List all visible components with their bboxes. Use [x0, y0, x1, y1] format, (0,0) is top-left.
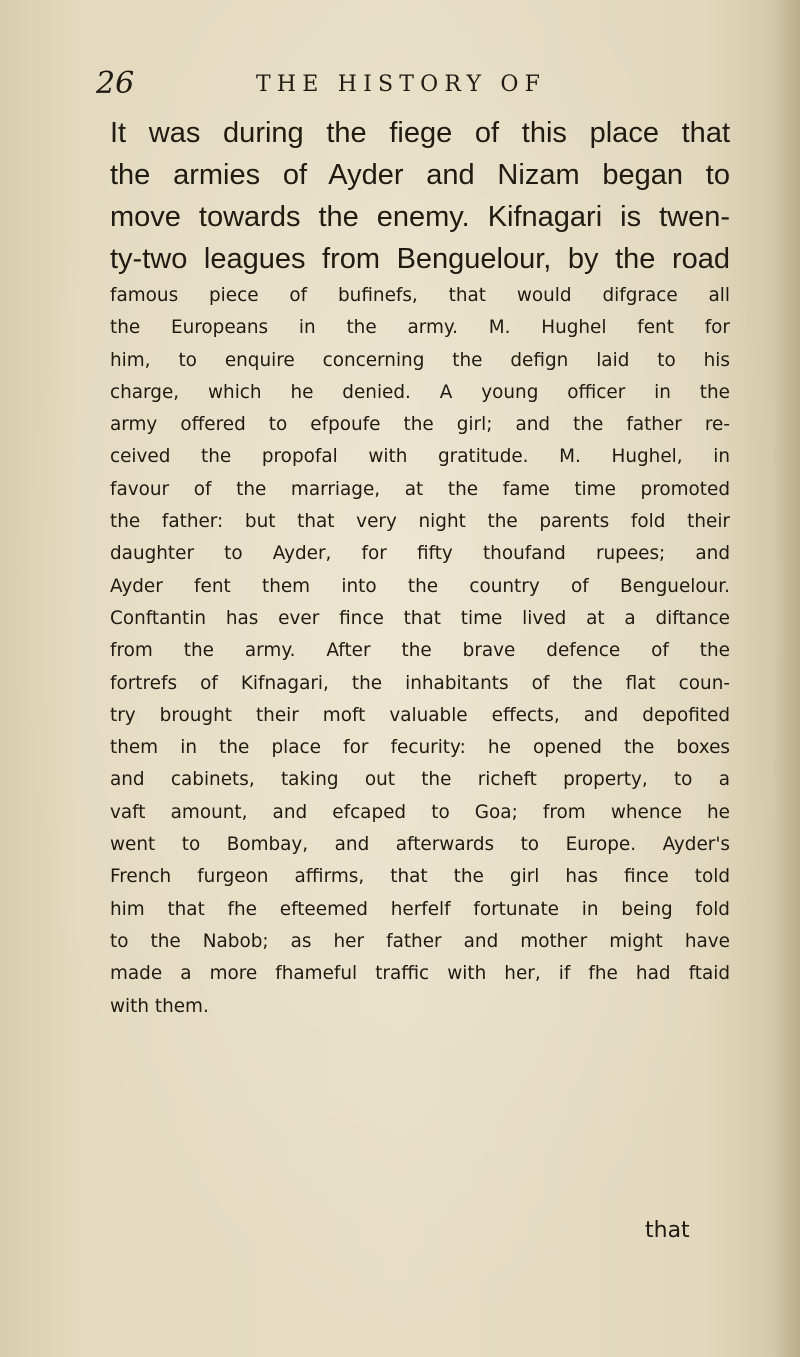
- lead-line: ty-two leagues from Benguelour, by the road: [110, 243, 730, 275]
- body-line: army offered to efpoufe the girl; and the father re-: [110, 414, 730, 436]
- body-line: the Europeans in the army. M. Hughel fent for: [110, 317, 730, 339]
- body-line: made a more fhameful traffic with her, if fhe had ftaid: [110, 963, 730, 985]
- body-line: try brought their moft valuable effects, and depofited: [110, 704, 730, 726]
- body-line: fortrefs of Kifnagari, the inhabitants of the flat coun-: [110, 672, 730, 694]
- catchword: that: [645, 1218, 690, 1243]
- body-line: charge, which he denied. A young officer in the: [110, 381, 730, 403]
- body-line: the father: but that very night the parents fold their: [110, 511, 730, 533]
- lead-line: It was during the fiege of this place that: [110, 117, 730, 149]
- lead-line: the armies of Ayder and Nizam began to: [110, 159, 730, 191]
- running-head: [96, 66, 736, 110]
- body-paragraph: [110, 280, 730, 1023]
- lead-paragraph: [110, 112, 730, 280]
- body-line: him, to enquire concerning the defign laid to his: [110, 349, 730, 371]
- body-line: went to Bombay, and afterwards to Europe. Ayder's: [110, 834, 730, 856]
- body-line: them in the place for fecurity: he opened the boxes: [110, 737, 730, 759]
- body-line-last: with them.: [110, 995, 209, 1017]
- body-line: daughter to Ayder, for fifty thoufand rupees; and: [110, 543, 730, 565]
- lead-line: move towards the enemy. Kifnagari is twen-: [110, 201, 730, 233]
- body-line: French furgeon affirms, that the girl has fince told: [110, 866, 730, 888]
- body-line: from the army. After the brave defence of the: [110, 640, 730, 662]
- body-line: vaft amount, and efcaped to Goa; from whence he: [110, 801, 730, 823]
- body-line: ceived the propofal with gratitude. M. Hughel, in: [110, 446, 730, 468]
- body-line: famous piece of bufinefs, that would difgrace all: [110, 285, 730, 306]
- page-number: 26: [96, 66, 135, 101]
- body-line: Conftantin has ever fince that time lived at a diftance: [110, 607, 730, 629]
- page-edge-shadow: [772, 0, 800, 1357]
- body-line: favour of the marriage, at the fame time promoted: [110, 478, 730, 500]
- body-line: him that fhe efteemed herfelf fortunate in being fold: [110, 898, 730, 920]
- running-title: THE HISTORY OF: [256, 72, 547, 97]
- body-line: Ayder fent them into the country of Benguelour.: [110, 575, 730, 597]
- body-line: and cabinets, taking out the richeft property, to a: [110, 769, 730, 791]
- body-line: to the Nabob; as her father and mother might have: [110, 930, 730, 952]
